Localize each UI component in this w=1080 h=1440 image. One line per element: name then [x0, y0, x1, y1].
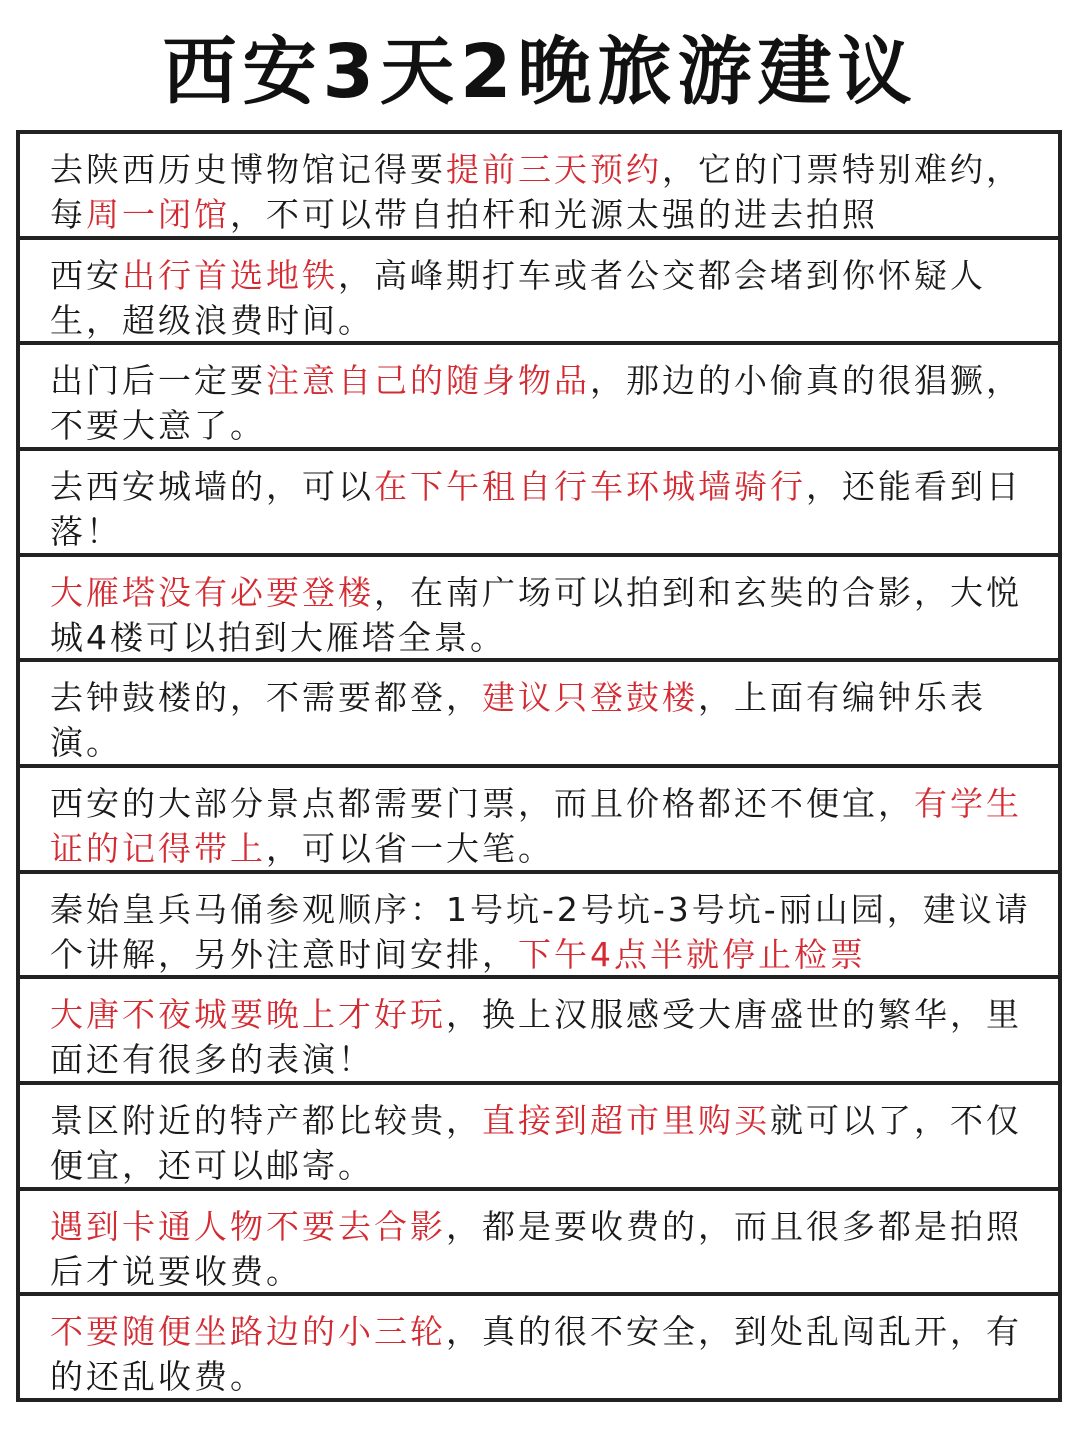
tip-highlight: 遇到卡通人物不要去合影 — [50, 1206, 446, 1246]
tip-text: 出门后一定要 — [50, 361, 266, 401]
tip-item — [20, 134, 1058, 240]
tip-highlight: 注意自己的随身物品 — [266, 361, 590, 401]
tip-text: ，换上汉服感受大唐盛世的繁华，里面还有很多的表演！ — [50, 995, 1022, 1080]
tips-table — [16, 130, 1062, 1402]
tip-highlight: 不要随便坐路边的小三轮 — [50, 1312, 446, 1352]
page-title: 西安3天2晚旅游建议 — [162, 29, 918, 115]
tip-text: 去钟鼓楼的，不需要都登， — [50, 678, 482, 718]
tip-item — [20, 557, 1058, 663]
tip-highlight: 有学生证的记得带上 — [50, 784, 1022, 869]
tip-text: ，在南广场可以拍到和玄奘的合影，大悦城4楼可以拍到大雁塔全景。 — [50, 572, 1022, 657]
tip-text: ，可以省一大笔。 — [266, 829, 554, 869]
tip-item — [20, 662, 1058, 768]
tip-item — [20, 1296, 1058, 1398]
tip-text: ，不可以带自拍杆和光源太强的进去拍照 — [230, 195, 878, 234]
tip-highlight: 大唐不夜城要晚上才好玩 — [50, 995, 446, 1035]
tip-item — [20, 1191, 1058, 1297]
tip-text: ，那边的小偷真的很猖獗，不要大意了。 — [50, 361, 1022, 446]
tip-highlight: 出行首选地铁 — [122, 255, 338, 295]
tip-item — [20, 768, 1058, 874]
tip-text: 就可以了，不仅便宜，还可以邮寄。 — [50, 1101, 1022, 1186]
tip-text: 去西安城墙的，可以 — [50, 467, 374, 507]
tip-highlight: 周一闭馆 — [86, 195, 230, 234]
tip-text: 西安 — [50, 255, 122, 295]
tip-text: ，真的很不安全，到处乱闯乱开，有的还乱收费。 — [50, 1312, 1022, 1397]
tip-highlight: 直接到超市里购买 — [482, 1101, 770, 1141]
tip-item — [20, 1085, 1058, 1191]
tip-text: 去陕西历史博物馆记得要 — [50, 150, 446, 189]
tip-text: ，高峰期打车或者公交都会堵到你怀疑人生，超级浪费时间。 — [50, 255, 986, 340]
tip-item — [20, 451, 1058, 557]
tip-text: 秦始皇兵马俑参观顺序：1号坑-2号坑-3号坑-丽山园，建议请个讲解，另外注意时间安排， — [50, 889, 1031, 974]
tip-highlight: 在下午租自行车环城墙骑行 — [374, 467, 806, 507]
tip-text: ，还能看到日落！ — [50, 467, 1022, 552]
tip-text: ，上面有编钟乐表演。 — [50, 678, 986, 763]
tip-highlight: 建议只登鼓楼 — [482, 678, 698, 718]
tip-item — [20, 345, 1058, 451]
tip-item — [20, 979, 1058, 1085]
tip-text: 西安的大部分景点都需要门票，而且价格都还不便宜， — [50, 784, 914, 824]
tip-text: 景区附近的特产都比较贵， — [50, 1101, 482, 1141]
tip-highlight: 下午4点半就停止检票 — [518, 934, 866, 974]
tip-highlight: 提前三天预约 — [446, 150, 662, 189]
tip-item — [20, 874, 1058, 980]
tip-highlight: 大雁塔没有必要登楼 — [50, 572, 374, 612]
tip-item — [20, 240, 1058, 346]
tip-text: ，它的门票特别难约，每 — [50, 150, 1022, 234]
tip-text: ，都是要收费的，而且很多都是拍照后才说要收费。 — [50, 1206, 1022, 1291]
